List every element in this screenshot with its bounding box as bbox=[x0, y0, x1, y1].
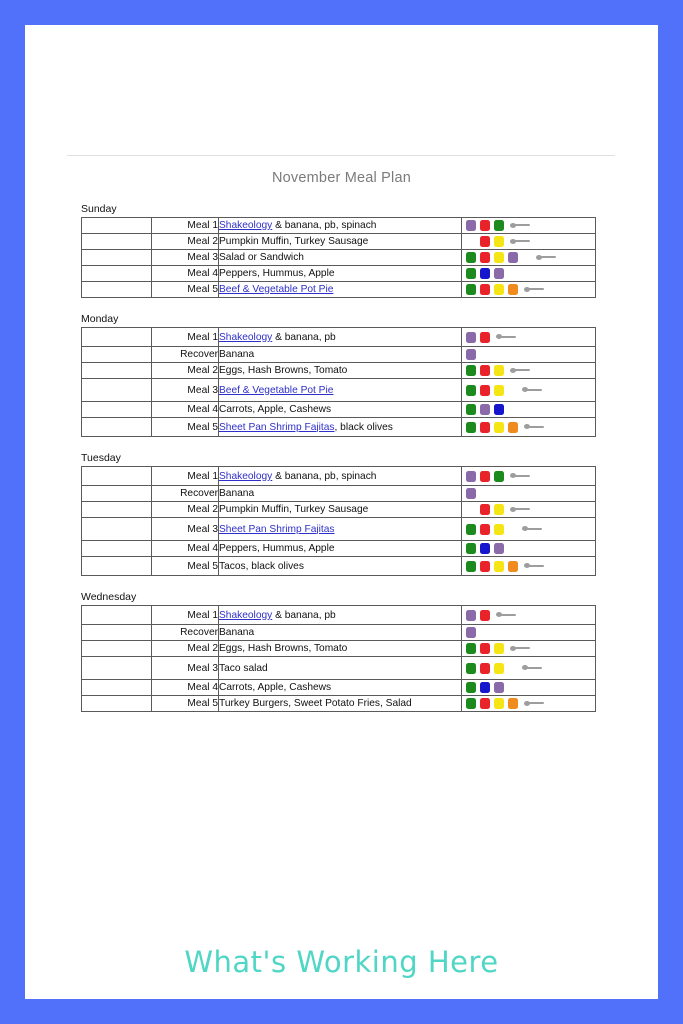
meal-slot-label: Meal 4 bbox=[152, 680, 219, 696]
container-cell bbox=[462, 541, 596, 557]
container-swatch-purple bbox=[494, 682, 504, 693]
meal-slot-label: Meal 1 bbox=[152, 218, 219, 234]
table-row bbox=[82, 379, 596, 402]
container-swatch-red bbox=[480, 422, 490, 433]
teaspoon-icon bbox=[524, 562, 546, 570]
container-swatch-purple bbox=[466, 332, 476, 343]
table-row bbox=[82, 282, 596, 298]
container-swatch-purple bbox=[494, 268, 504, 279]
row-spacer-cell bbox=[82, 696, 152, 712]
container-swatch-green bbox=[466, 561, 476, 572]
meal-slot-label: Meal 1 bbox=[152, 328, 219, 347]
recipe-link[interactable]: Sheet Pan Shrimp Fajitas bbox=[219, 523, 335, 535]
table-row bbox=[82, 606, 596, 625]
container-swatch-yellow bbox=[494, 365, 504, 376]
meal-description bbox=[219, 266, 462, 282]
table-row bbox=[82, 250, 596, 266]
meal-description-text: Eggs, Hash Browns, Tomato bbox=[219, 643, 348, 654]
day-block bbox=[81, 452, 601, 576]
meal-description bbox=[219, 250, 462, 266]
meal-slot-label: Recover bbox=[152, 347, 219, 363]
container-swatch-red bbox=[480, 385, 490, 396]
container-cell bbox=[462, 657, 596, 680]
container-swatch-green bbox=[466, 365, 476, 376]
meal-description bbox=[219, 606, 462, 625]
container-swatch-row bbox=[462, 252, 595, 263]
table-row bbox=[82, 328, 596, 347]
row-spacer-cell bbox=[82, 680, 152, 696]
meal-slot-label: Meal 2 bbox=[152, 502, 219, 518]
meal-slot-label: Recover bbox=[152, 486, 219, 502]
row-spacer-cell bbox=[82, 502, 152, 518]
meal-description bbox=[219, 657, 462, 680]
container-swatch-blue bbox=[480, 682, 490, 693]
row-spacer-cell bbox=[82, 379, 152, 402]
container-swatch-blue bbox=[494, 404, 504, 415]
container-cell bbox=[462, 266, 596, 282]
day-label: Sunday bbox=[81, 203, 117, 215]
container-swatch-red bbox=[480, 561, 490, 572]
meal-plan-container bbox=[81, 203, 601, 727]
container-swatch-yellow bbox=[494, 524, 504, 535]
recipe-link[interactable]: Sheet Pan Shrimp Fajitas bbox=[219, 421, 335, 433]
day-label: Wednesday bbox=[81, 591, 137, 603]
meal-description bbox=[219, 680, 462, 696]
container-swatch-red bbox=[480, 252, 490, 263]
container-cell bbox=[462, 234, 596, 250]
meal-description bbox=[219, 218, 462, 234]
meal-slot-label: Meal 1 bbox=[152, 467, 219, 486]
container-cell bbox=[462, 467, 596, 486]
meal-description-text: Banana bbox=[219, 627, 255, 638]
container-cell bbox=[462, 625, 596, 641]
container-cell bbox=[462, 606, 596, 625]
container-swatch-purple bbox=[508, 252, 518, 263]
row-spacer-cell bbox=[82, 266, 152, 282]
container-swatch-red bbox=[480, 471, 490, 482]
table-row bbox=[82, 557, 596, 576]
container-swatch-row bbox=[462, 349, 595, 360]
day-block bbox=[81, 313, 601, 437]
teaspoon-icon bbox=[524, 286, 546, 294]
meal-slot-label: Meal 2 bbox=[152, 234, 219, 250]
container-swatch-purple bbox=[466, 349, 476, 360]
meal-description-text: Pumpkin Muffin, Turkey Sausage bbox=[219, 236, 369, 247]
container-swatch-empty bbox=[466, 236, 476, 247]
meal-slot-label: Meal 1 bbox=[152, 606, 219, 625]
container-cell bbox=[462, 486, 596, 502]
container-swatch-row bbox=[462, 471, 595, 482]
day-block bbox=[81, 203, 601, 298]
meal-table bbox=[81, 217, 596, 298]
table-row bbox=[82, 486, 596, 502]
meal-description-text: & banana, pb bbox=[272, 609, 336, 621]
container-swatch-row bbox=[462, 627, 595, 638]
container-cell bbox=[462, 363, 596, 379]
container-swatch-row bbox=[462, 404, 595, 415]
meal-description bbox=[219, 363, 462, 379]
container-cell bbox=[462, 328, 596, 347]
container-swatch-red bbox=[480, 524, 490, 535]
container-swatch-red bbox=[480, 610, 490, 621]
meal-description bbox=[219, 418, 462, 437]
recipe-link[interactable]: Beef & Vegetable Pot Pie bbox=[219, 384, 334, 396]
recipe-link[interactable]: Shakeology bbox=[219, 470, 273, 482]
row-spacer-cell bbox=[82, 541, 152, 557]
meal-description bbox=[219, 282, 462, 298]
meal-description bbox=[219, 486, 462, 502]
table-row bbox=[82, 218, 596, 234]
container-swatch-yellow bbox=[494, 643, 504, 654]
meal-description-text: & banana, pb, spinach bbox=[272, 470, 377, 482]
meal-description-text: Peppers, Hummus, Apple bbox=[219, 543, 335, 554]
container-cell bbox=[462, 218, 596, 234]
meal-description bbox=[219, 402, 462, 418]
container-swatch-green bbox=[466, 698, 476, 709]
meal-description-text: Banana bbox=[219, 349, 255, 360]
container-swatch-green bbox=[466, 682, 476, 693]
table-row bbox=[82, 625, 596, 641]
container-swatch-row bbox=[462, 698, 595, 709]
teaspoon-icon bbox=[510, 506, 532, 514]
meal-description-text: & banana, pb, spinach bbox=[272, 220, 377, 231]
container-swatch-purple bbox=[466, 471, 476, 482]
container-swatch-yellow bbox=[494, 504, 504, 515]
meal-description bbox=[219, 696, 462, 712]
teaspoon-icon bbox=[510, 645, 532, 653]
meal-description-text: Eggs, Hash Browns, Tomato bbox=[219, 365, 348, 376]
container-swatch-yellow bbox=[494, 561, 504, 572]
meal-description bbox=[219, 502, 462, 518]
container-swatch-row bbox=[462, 504, 595, 515]
meal-slot-label: Meal 2 bbox=[152, 363, 219, 379]
meal-slot-label: Meal 5 bbox=[152, 418, 219, 437]
meal-description bbox=[219, 557, 462, 576]
container-swatch-red bbox=[480, 698, 490, 709]
container-swatch-green bbox=[466, 543, 476, 554]
meal-description bbox=[219, 641, 462, 657]
teaspoon-icon bbox=[524, 423, 546, 431]
row-spacer-cell bbox=[82, 467, 152, 486]
meal-slot-label: Meal 5 bbox=[152, 557, 219, 576]
teaspoon-icon bbox=[510, 222, 532, 230]
container-swatch-green bbox=[466, 663, 476, 674]
container-cell bbox=[462, 402, 596, 418]
container-swatch-green bbox=[466, 252, 476, 263]
meal-slot-label: Meal 3 bbox=[152, 657, 219, 680]
container-swatch-row bbox=[462, 332, 595, 343]
container-swatch-yellow bbox=[494, 284, 504, 295]
row-spacer-cell bbox=[82, 486, 152, 502]
brand-footer: What's Working Here bbox=[184, 945, 499, 979]
teaspoon-icon bbox=[510, 367, 532, 375]
container-swatch-row bbox=[462, 663, 595, 674]
meal-table bbox=[81, 605, 596, 712]
row-spacer-cell bbox=[82, 347, 152, 363]
meal-description-text: Peppers, Hummus, Apple bbox=[219, 268, 335, 279]
container-swatch-row bbox=[462, 284, 595, 295]
meal-description-text: Taco salad bbox=[219, 662, 268, 674]
container-swatch-red bbox=[480, 236, 490, 247]
row-spacer-cell bbox=[82, 641, 152, 657]
row-spacer-cell bbox=[82, 402, 152, 418]
container-swatch-row bbox=[462, 488, 595, 499]
table-row bbox=[82, 641, 596, 657]
container-cell bbox=[462, 502, 596, 518]
meal-table bbox=[81, 327, 596, 437]
table-row bbox=[82, 541, 596, 557]
meal-table bbox=[81, 466, 596, 576]
container-swatch-red bbox=[480, 220, 490, 231]
container-swatch-green bbox=[494, 471, 504, 482]
container-swatch-purple bbox=[466, 627, 476, 638]
container-cell bbox=[462, 282, 596, 298]
row-spacer-cell bbox=[82, 606, 152, 625]
table-row bbox=[82, 657, 596, 680]
container-swatch-row bbox=[462, 365, 595, 376]
day-label: Monday bbox=[81, 313, 119, 325]
meal-slot-label: Meal 3 bbox=[152, 379, 219, 402]
meal-description-text: Tacos, black olives bbox=[219, 560, 304, 572]
meal-description bbox=[219, 625, 462, 641]
meal-description-text: , black olives bbox=[334, 421, 393, 433]
container-swatch-yellow bbox=[494, 252, 504, 263]
container-swatch-red bbox=[480, 365, 490, 376]
row-spacer-cell bbox=[82, 282, 152, 298]
container-swatch-yellow bbox=[494, 698, 504, 709]
day-block bbox=[81, 591, 601, 712]
table-row bbox=[82, 696, 596, 712]
container-swatch-red bbox=[480, 663, 490, 674]
meal-description bbox=[219, 347, 462, 363]
table-row bbox=[82, 680, 596, 696]
meal-description-text: Turkey Burgers, Sweet Potato Fries, Salad bbox=[219, 698, 412, 709]
row-spacer-cell bbox=[82, 328, 152, 347]
table-row bbox=[82, 347, 596, 363]
teaspoon-icon bbox=[524, 700, 546, 708]
row-spacer-cell bbox=[82, 250, 152, 266]
meal-description-text: Banana bbox=[219, 488, 255, 499]
meal-description-text: Pumpkin Muffin, Turkey Sausage bbox=[219, 504, 369, 515]
container-swatch-yellow bbox=[494, 236, 504, 247]
container-swatch-row bbox=[462, 422, 595, 433]
teaspoon-icon bbox=[522, 525, 544, 533]
container-swatch-blue bbox=[480, 268, 490, 279]
container-swatch-empty bbox=[466, 504, 476, 515]
meal-slot-label: Meal 5 bbox=[152, 696, 219, 712]
row-spacer-cell bbox=[82, 234, 152, 250]
header-divider bbox=[67, 155, 615, 156]
recipe-link[interactable]: Beef & Vegetable Pot Pie bbox=[219, 284, 334, 295]
container-swatch-purple bbox=[466, 220, 476, 231]
container-swatch-red bbox=[480, 504, 490, 515]
container-cell bbox=[462, 347, 596, 363]
container-swatch-green bbox=[466, 268, 476, 279]
meal-description bbox=[219, 467, 462, 486]
container-swatch-green bbox=[494, 220, 504, 231]
container-swatch-purple bbox=[480, 404, 490, 415]
content-card bbox=[25, 25, 658, 999]
table-row bbox=[82, 402, 596, 418]
container-cell bbox=[462, 379, 596, 402]
container-swatch-purple bbox=[466, 610, 476, 621]
day-label: Tuesday bbox=[81, 452, 121, 464]
row-spacer-cell bbox=[82, 418, 152, 437]
container-cell bbox=[462, 518, 596, 541]
container-swatch-red bbox=[480, 332, 490, 343]
container-swatch-row bbox=[462, 561, 595, 572]
row-spacer-cell bbox=[82, 218, 152, 234]
teaspoon-icon bbox=[536, 254, 558, 262]
container-swatch-yellow bbox=[494, 663, 504, 674]
container-swatch-row bbox=[462, 385, 595, 396]
container-swatch-orange bbox=[508, 284, 518, 295]
container-swatch-purple bbox=[466, 488, 476, 499]
teaspoon-icon bbox=[496, 611, 518, 619]
table-row bbox=[82, 234, 596, 250]
meal-description-text: & banana, pb bbox=[272, 331, 336, 343]
container-swatch-row bbox=[462, 236, 595, 247]
row-spacer-cell bbox=[82, 557, 152, 576]
meal-slot-label: Meal 4 bbox=[152, 266, 219, 282]
row-spacer-cell bbox=[82, 625, 152, 641]
container-swatch-yellow bbox=[494, 422, 504, 433]
teaspoon-icon bbox=[510, 238, 532, 246]
container-swatch-orange bbox=[508, 422, 518, 433]
container-swatch-yellow bbox=[494, 385, 504, 396]
meal-description bbox=[219, 541, 462, 557]
meal-slot-label: Meal 4 bbox=[152, 402, 219, 418]
container-cell bbox=[462, 696, 596, 712]
row-spacer-cell bbox=[82, 657, 152, 680]
meal-description-text: Carrots, Apple, Cashews bbox=[219, 682, 332, 693]
container-swatch-red bbox=[480, 284, 490, 295]
container-swatch-row bbox=[462, 524, 595, 535]
recipe-link[interactable]: Shakeology bbox=[219, 331, 273, 343]
page-title: November Meal Plan bbox=[272, 170, 411, 186]
container-swatch-green bbox=[466, 524, 476, 535]
meal-slot-label: Meal 3 bbox=[152, 250, 219, 266]
container-swatch-green bbox=[466, 385, 476, 396]
recipe-link[interactable]: Shakeology bbox=[219, 609, 273, 621]
teaspoon-icon bbox=[522, 386, 544, 394]
row-spacer-cell bbox=[82, 363, 152, 379]
recipe-link[interactable]: Shakeology bbox=[219, 220, 273, 231]
table-row bbox=[82, 418, 596, 437]
container-swatch-row bbox=[462, 220, 595, 231]
meal-slot-label: Recover bbox=[152, 625, 219, 641]
container-swatch-blue bbox=[480, 543, 490, 554]
table-row bbox=[82, 518, 596, 541]
container-swatch-green bbox=[466, 404, 476, 415]
table-row bbox=[82, 266, 596, 282]
table-row bbox=[82, 502, 596, 518]
container-swatch-green bbox=[466, 284, 476, 295]
meal-slot-label: Meal 2 bbox=[152, 641, 219, 657]
teaspoon-icon bbox=[510, 472, 532, 480]
meal-description bbox=[219, 379, 462, 402]
container-swatch-row bbox=[462, 610, 595, 621]
container-swatch-red bbox=[480, 643, 490, 654]
teaspoon-icon bbox=[496, 333, 518, 341]
container-cell bbox=[462, 418, 596, 437]
meal-description bbox=[219, 328, 462, 347]
teaspoon-icon bbox=[522, 664, 544, 672]
meal-slot-label: Meal 3 bbox=[152, 518, 219, 541]
container-cell bbox=[462, 641, 596, 657]
table-row bbox=[82, 363, 596, 379]
container-swatch-row bbox=[462, 682, 595, 693]
meal-description bbox=[219, 518, 462, 541]
container-swatch-row bbox=[462, 268, 595, 279]
container-swatch-green bbox=[466, 422, 476, 433]
table-row bbox=[82, 467, 596, 486]
container-swatch-purple bbox=[494, 543, 504, 554]
meal-slot-label: Meal 4 bbox=[152, 541, 219, 557]
container-swatch-green bbox=[466, 643, 476, 654]
container-swatch-row bbox=[462, 543, 595, 554]
meal-slot-label: Meal 5 bbox=[152, 282, 219, 298]
meal-description bbox=[219, 234, 462, 250]
container-swatch-row bbox=[462, 643, 595, 654]
container-cell bbox=[462, 250, 596, 266]
container-cell bbox=[462, 680, 596, 696]
meal-description-text: Carrots, Apple, Cashews bbox=[219, 404, 332, 415]
container-cell bbox=[462, 557, 596, 576]
container-swatch-orange bbox=[508, 698, 518, 709]
row-spacer-cell bbox=[82, 518, 152, 541]
meal-description-text: Salad or Sandwich bbox=[219, 252, 304, 263]
container-swatch-orange bbox=[508, 561, 518, 572]
